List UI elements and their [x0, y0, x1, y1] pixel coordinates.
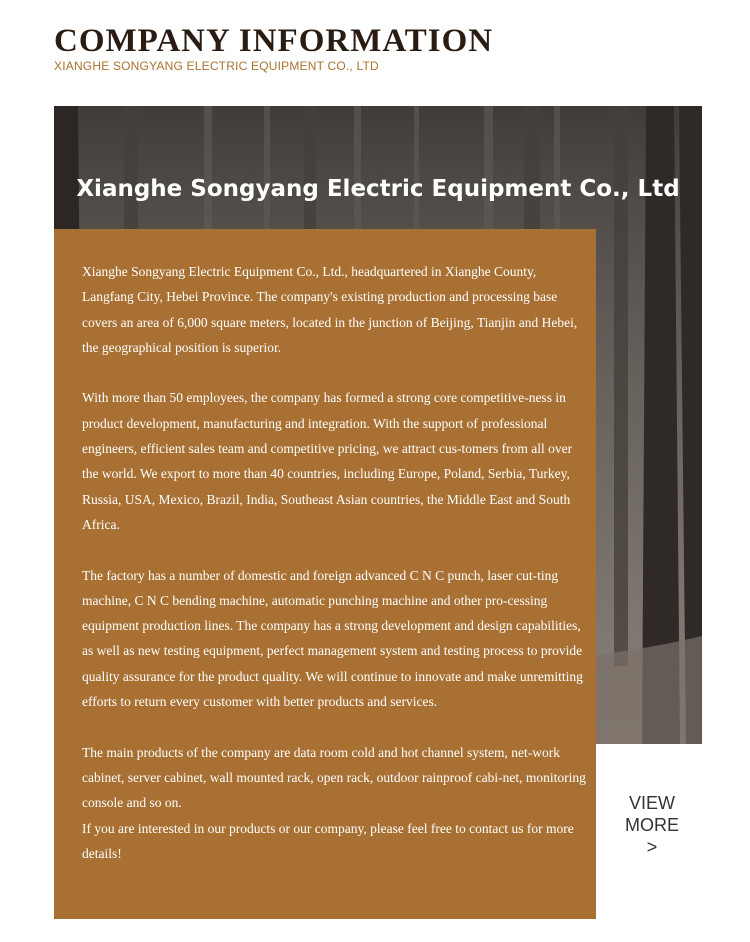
description-paragraph-3: The factory has a number of domestic and foreign advanced C N C punch, laser cut-ting machine, C N C bending machine, automatic punching machine and other pro-cessing equipment production lines. The company has a strong development and design capabilities, as well as new testing equipment, perfect management system and testing process to provide quality assurance for the product quality. We will continue to innovate and make unremitting efforts to return every customer with better products and services.: [82, 567, 583, 710]
view-more-arrow-icon: >: [646, 837, 658, 857]
page-header: [54, 22, 493, 73]
view-more-line-1: VIEW: [628, 793, 675, 813]
page-subtitle: XIANGHE SONGYANG ELECTRIC EQUIPMENT CO., LTD: [54, 59, 379, 73]
description-paragraph-5: If you are interested in our products or our company, please feel free to contact us for more details!: [82, 820, 574, 861]
view-more-link[interactable]: [612, 792, 692, 858]
description-paragraph-2: With more than 50 employees, the company has formed a strong core competitive-ness in product development, manufacturing and integration. With the support of professional engineers, efficient sales team and competitive pricing, we attract cus-tomers from all over the world. We export to more than 40 countries, including Europe, Poland, Serbia, Turkey, Russia, USA, Mexico, Brazil, India, Southeast Asian countries, the Middle East and South Africa.: [82, 390, 573, 532]
page-title: COMPANY INFORMATION: [54, 23, 494, 59]
view-more-line-2: MORE: [625, 815, 679, 835]
description-paragraph-1: Xianghe Songyang Electric Equipment Co., Ltd., headquartered in Xianghe County, Langfang City, Hebei Province. The company's existing production and processing base covers an area of 6,000 square meters, located in the junction of Beijing, Tianjin and Hebei, the geographical position is superior.: [82, 264, 578, 355]
company-description: [54, 229, 596, 919]
hero-title: Xianghe Songyang Electric Equipment Co., Ltd: [76, 176, 680, 202]
description-paragraph-4: The main products of the company are data room cold and hot channel system, net-work cabinet, server cabinet, wall mounted rack, open rack, outdoor rainproof cabi-net, monitoring console and so on.: [82, 744, 586, 811]
